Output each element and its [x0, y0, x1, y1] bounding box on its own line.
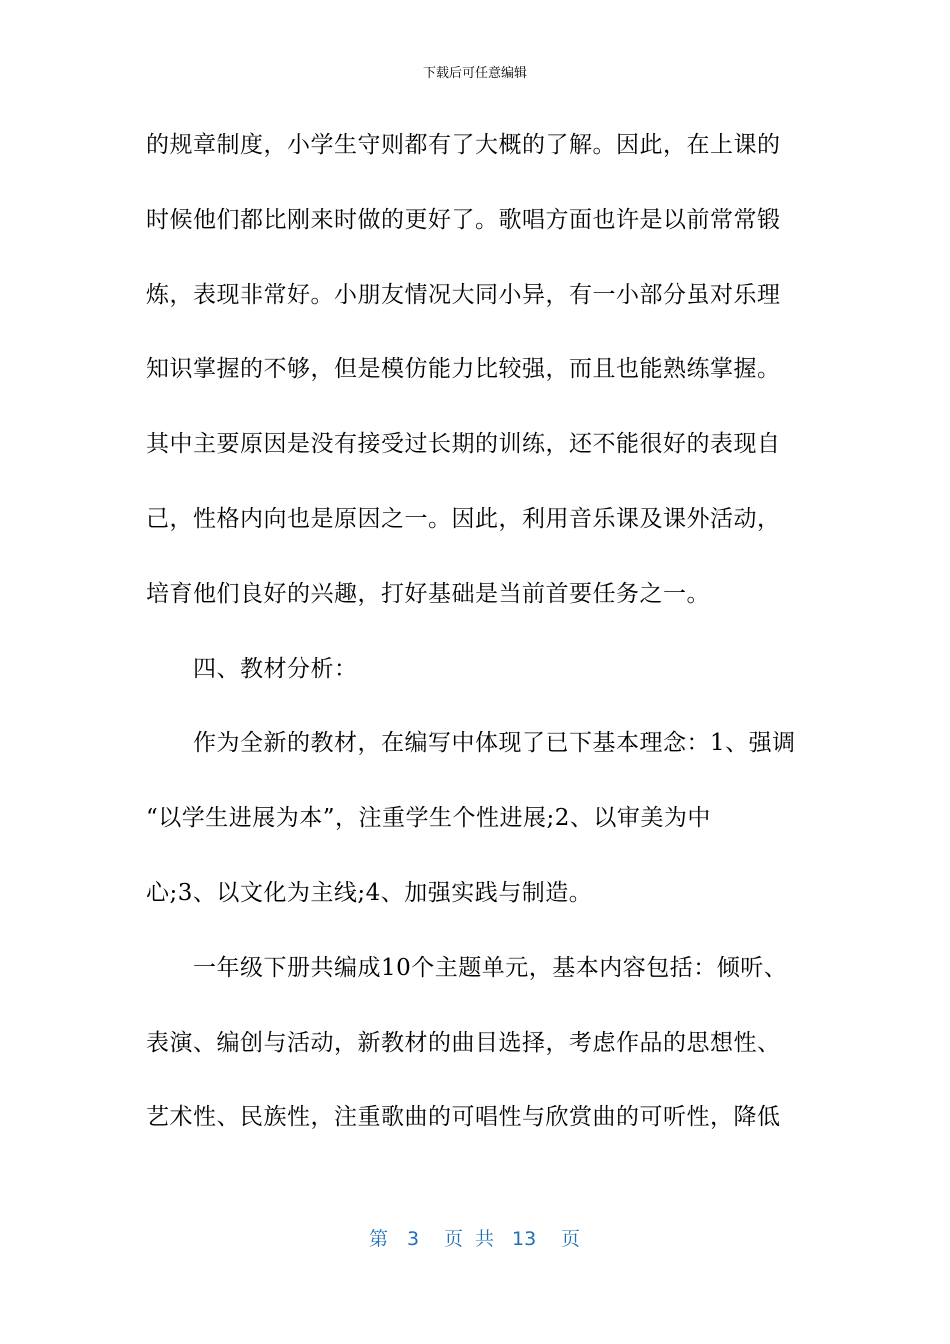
- text-line: 己，性格内向也是原因之一。因此，利用音乐课及课外活动，: [146, 505, 781, 532]
- footer-current-page: 3: [407, 1228, 420, 1250]
- text-line: 培育他们良好的兴趣，打好基础是当前首要任务之一。: [146, 580, 710, 607]
- footer-total-pages: 13: [512, 1228, 537, 1250]
- footer-page-word: 页: [444, 1228, 464, 1250]
- footer-prefix: 第: [369, 1228, 389, 1250]
- section-heading: 四、教材分析：: [193, 655, 358, 682]
- text-line: 炼，表现非常好。小朋友情况大同小异，有一小部分虽对乐理: [146, 281, 781, 308]
- page-header: 下载后可任意编辑: [422, 66, 527, 81]
- text-line: 心;3、以文化为主线;4、加强实践与制造。: [146, 879, 593, 906]
- text-line: 时候他们都比刚来时做的更好了。歌唱方面也许是以前常常锻: [146, 206, 781, 233]
- footer-suffix: 页: [561, 1228, 581, 1250]
- text-line: 的规章制度，小学生守则都有了大概的了解。因此，在上课的: [146, 132, 781, 158]
- text-line: 艺术性、民族性，注重歌曲的可唱性与欣赏曲的可听性，降低: [146, 1104, 781, 1131]
- text-line: 作为全新的教材，在编写中体现了已下基本理念：1、强调: [193, 730, 796, 757]
- text-line: 一年级下册共编成10个主题单元，基本内容包括：倾听、: [193, 954, 788, 981]
- text-line: 其中主要原因是没有接受过长期的训练，还不能很好的表现自: [146, 431, 781, 458]
- text-line: 知识掌握的不够，但是模仿能力比较强，而且也能熟练掌握。: [146, 356, 781, 383]
- footer-total-word: 共: [475, 1228, 495, 1250]
- text-line: “以学生进展为本”，注重学生个性进展;2、以审美为中: [146, 805, 711, 832]
- document-body: [146, 122, 810, 1169]
- page-footer: [0, 1226, 950, 1252]
- text-line: 表演、编创与活动，新教材的曲目选择，考虑作品的思想性、: [146, 1029, 781, 1056]
